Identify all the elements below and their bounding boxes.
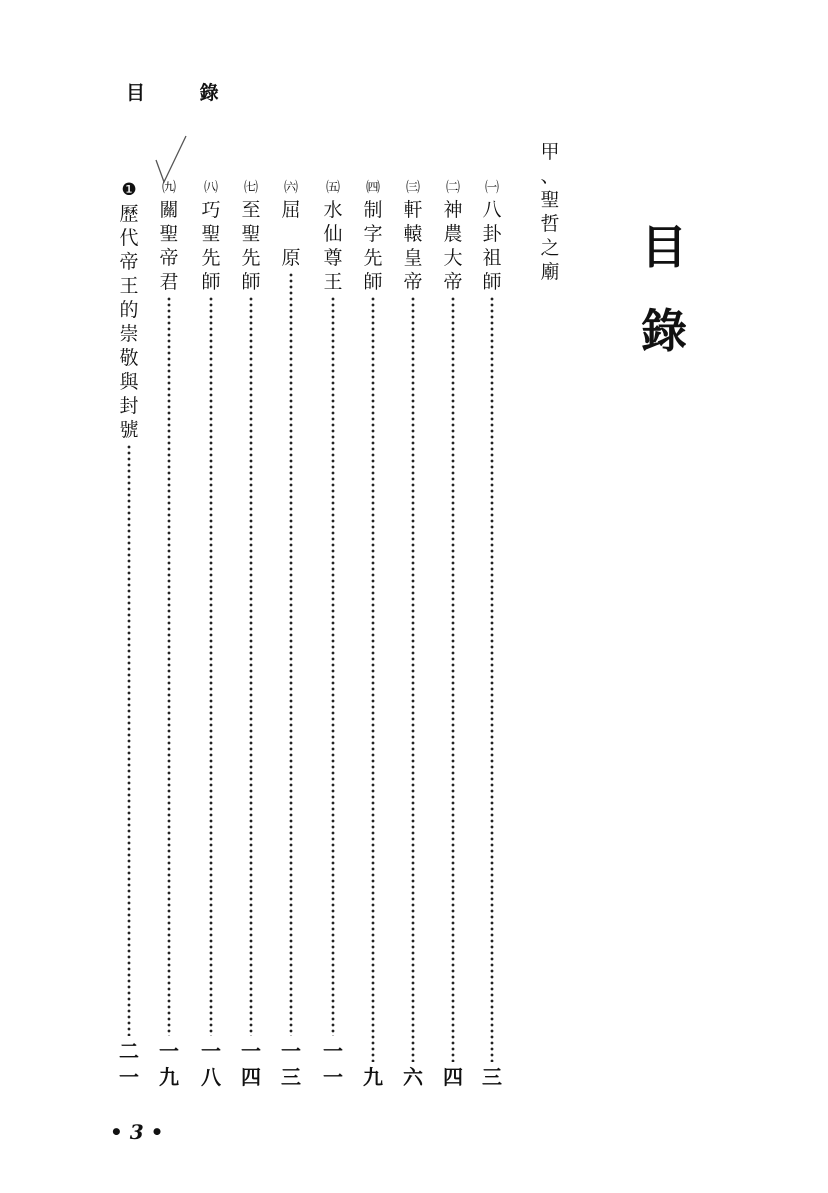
dot-leader	[127, 444, 131, 1036]
toc-entry-char: 王	[119, 275, 139, 297]
toc-entry-page	[116, 1038, 142, 1090]
dot-leader	[289, 272, 293, 1036]
toc-entry-page	[440, 1064, 466, 1090]
toc-entry-title	[278, 178, 304, 270]
toc-entry-char: 先	[241, 247, 261, 269]
toc-entry-char: 農	[443, 223, 463, 245]
toc-entry-char: 敬	[119, 347, 139, 369]
toc-entry-char: 歷	[119, 203, 139, 225]
dot-leader	[167, 296, 171, 1036]
toc-entry-char: 代	[119, 227, 139, 249]
section-heading-char: 哲	[540, 213, 560, 235]
toc-entry[interactable]	[320, 178, 346, 1090]
toc-entry-char: 聖	[159, 223, 179, 245]
toc-entry-char: 聖	[201, 223, 221, 245]
dot-leader	[209, 296, 213, 1036]
toc-entry-number: ㈤	[326, 180, 340, 196]
toc-entry-page-char: 一	[159, 1039, 179, 1063]
toc-entry-char: 字	[363, 223, 383, 245]
dot-leader	[490, 296, 494, 1062]
toc-entry-char: 關	[159, 199, 179, 221]
toc-entry-char: 仙	[323, 223, 343, 245]
toc-entry-char: 師	[482, 271, 502, 293]
section-heading-char: 甲	[540, 141, 560, 163]
toc-entry-page-char: 九	[363, 1065, 383, 1089]
toc-entry-char: 屈	[281, 199, 301, 221]
toc-entry-char: 帝	[159, 247, 179, 269]
toc-entry[interactable]	[238, 178, 264, 1090]
toc-entry-page-char: 一	[201, 1039, 221, 1063]
toc-entry-char: 與	[119, 371, 139, 393]
toc-entry-char: 聖	[241, 223, 261, 245]
toc-entry-char: 先	[201, 247, 221, 269]
toc-entry-char: 制	[363, 199, 383, 221]
toc-entry-char: 神	[443, 199, 463, 221]
toc-entry-page-char: 一	[323, 1039, 343, 1063]
toc-entry-char: 師	[201, 271, 221, 293]
toc-entry-char: 卦	[482, 223, 502, 245]
toc-entry[interactable]	[440, 178, 466, 1090]
toc-entry-page	[320, 1038, 346, 1090]
toc-entry-char: 水	[323, 199, 343, 221]
toc-entry-number: ㈡	[446, 180, 460, 196]
toc-entry-char: 大	[443, 247, 463, 269]
toc-entry[interactable]	[116, 178, 142, 1090]
toc-entry-page	[238, 1038, 264, 1090]
toc-entry-page	[156, 1038, 182, 1090]
toc-entry-page	[400, 1064, 426, 1090]
toc-entry-char: 軒	[403, 199, 423, 221]
toc-entry-char: 號	[119, 419, 139, 441]
toc-entry[interactable]	[360, 178, 386, 1090]
toc-entry-char: 帝	[403, 271, 423, 293]
section-heading-char: 廟	[540, 261, 560, 283]
toc-entry-page-char: 八	[201, 1065, 221, 1089]
toc-entry-page-char: 二	[119, 1039, 139, 1063]
toc-entry-char: 師	[363, 271, 383, 293]
toc-entry-title	[156, 178, 182, 294]
toc-entry-page-char: 四	[241, 1065, 261, 1089]
toc-entry-page	[198, 1038, 224, 1090]
toc-entry[interactable]	[479, 178, 505, 1090]
toc-entry-page-char: 一	[119, 1065, 139, 1089]
toc-entry-char: 封	[119, 395, 139, 417]
toc-entry-page-char: 九	[159, 1065, 179, 1089]
toc-entry[interactable]	[400, 178, 426, 1090]
toc-entry-title	[238, 178, 264, 294]
toc-entry-title	[400, 178, 426, 294]
toc-entry[interactable]	[278, 178, 304, 1090]
toc-entry-number: ㈠	[485, 180, 499, 196]
toc-entry-char: 帝	[119, 251, 139, 273]
toc-entry[interactable]	[156, 178, 182, 1090]
toc-entry-char: 君	[159, 271, 179, 293]
toc-entry-page-char: 一	[281, 1039, 301, 1063]
toc-entry-page	[278, 1038, 304, 1090]
toc-entry-char: 尊	[323, 247, 343, 269]
toc-entry-char: 皇	[403, 247, 423, 269]
dot-leader	[451, 296, 455, 1062]
toc-entry-number: ❶	[121, 180, 137, 200]
toc-entry-number: ㈦	[244, 180, 258, 196]
toc-entry-title	[198, 178, 224, 294]
toc-entry-page-char: 三	[281, 1065, 301, 1089]
dot-leader	[371, 296, 375, 1062]
dot-leader	[411, 296, 415, 1062]
section-heading-char: 、	[540, 165, 560, 187]
toc-entry-title	[440, 178, 466, 294]
toc-entry-char: 帝	[443, 271, 463, 293]
check-mark-icon	[150, 132, 190, 192]
toc-entry-title	[360, 178, 386, 294]
toc-entry-char: 原	[281, 247, 301, 269]
toc-entry-page-char: 四	[443, 1065, 463, 1089]
section-heading-char: 聖	[540, 189, 560, 211]
toc-entry-char: 巧	[201, 199, 221, 221]
running-head: 目 錄	[126, 82, 243, 104]
toc-entry-page-char: 三	[482, 1065, 502, 1089]
toc-entry-char	[278, 222, 304, 246]
page-number: • 3 •	[110, 1120, 164, 1144]
toc-entry-char: 八	[482, 199, 502, 221]
section-heading-char: 之	[540, 237, 560, 259]
toc-entry-title	[479, 178, 505, 294]
toc-entry-char: 崇	[119, 323, 139, 345]
toc-entry-char: 祖	[482, 247, 502, 269]
dot-leader	[249, 296, 253, 1036]
dot-leader	[331, 296, 335, 1036]
toc-entry[interactable]	[198, 178, 224, 1090]
page-title	[636, 220, 692, 358]
section-heading	[537, 140, 563, 284]
toc-entry-char: 王	[323, 271, 343, 293]
toc-entry-char: 先	[363, 247, 383, 269]
toc-entry-char: 的	[119, 299, 139, 321]
toc-entry-number: ㈣	[366, 180, 380, 196]
toc-entry-number: ㈢	[406, 180, 420, 196]
toc-entry-char: 轅	[403, 223, 423, 245]
page-title-char: 目	[641, 220, 687, 274]
toc-entry-char: 師	[241, 271, 261, 293]
toc-entry-page	[479, 1064, 505, 1090]
toc-entry-number: ㈥	[284, 180, 298, 196]
toc-entry-number: ㈨	[162, 180, 176, 196]
toc-entry-char: 至	[241, 199, 261, 221]
toc-entry-title	[116, 178, 142, 442]
toc-entry-page-char: 一	[323, 1065, 343, 1089]
page-title-char: 錄	[641, 304, 687, 358]
toc-entry-page	[360, 1064, 386, 1090]
toc-entry-number: ㈧	[204, 180, 218, 196]
toc-entry-page-char: 六	[403, 1065, 423, 1089]
toc-entry-page-char: 一	[241, 1039, 261, 1063]
toc-entry-title	[320, 178, 346, 294]
